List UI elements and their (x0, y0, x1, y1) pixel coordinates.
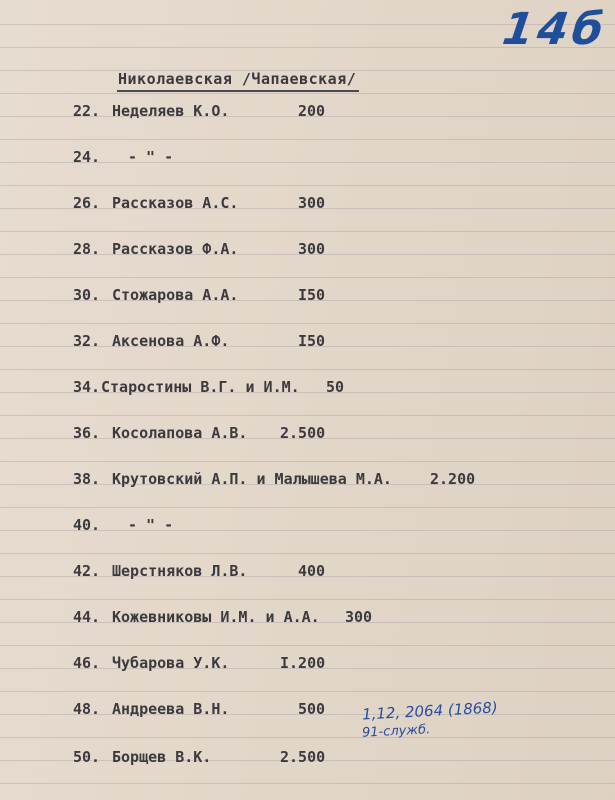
owner-name: Кожевниковы И.М. и А.А. (112, 608, 320, 626)
list-item (0, 700, 615, 722)
owner-name: Рассказов А.С. (112, 194, 239, 212)
list-item (0, 748, 615, 770)
owner-name: Борщев В.К. (112, 748, 212, 766)
owner-name: Чубарова У.К. (112, 654, 230, 672)
heading-underline (117, 90, 359, 92)
amount: 300 (298, 194, 326, 212)
owner-name: Неделяев К.О. (112, 102, 230, 120)
house-number: 46. (73, 654, 101, 672)
list-item (0, 148, 615, 170)
list-item (0, 470, 615, 492)
house-number: 26. (73, 194, 101, 212)
owner-name: Старостины В.Г. и И.М. (101, 378, 300, 396)
house-number: 22. (73, 102, 101, 120)
owner-name: Крутовский А.П. и Малышева М.А. (112, 470, 392, 488)
amount: I50 (298, 332, 326, 350)
house-number: 28. (73, 240, 101, 258)
street-heading: Николаевская /Чапаевская/ (118, 70, 357, 88)
house-number: 30. (73, 286, 101, 304)
amount: I50 (298, 286, 326, 304)
list-item (0, 562, 615, 584)
list-item (0, 424, 615, 446)
ditto-mark: - " - (128, 516, 174, 534)
ditto-mark: - " - (128, 148, 174, 166)
amount: 400 (298, 562, 326, 580)
owner-name: Шерстняков Л.В. (112, 562, 248, 580)
house-number: 44. (73, 608, 101, 626)
amount: 50 (326, 378, 345, 396)
house-number: 40. (73, 516, 101, 534)
amount: 2.500 (280, 748, 326, 766)
list-item (0, 240, 615, 262)
owner-name: Рассказов Ф.А. (112, 240, 239, 258)
list-item (0, 378, 615, 400)
house-number: 42. (73, 562, 101, 580)
amount: 2.200 (430, 470, 476, 488)
amount: 300 (298, 240, 326, 258)
owner-name: Андреева В.Н. (112, 700, 230, 718)
house-number: 50. (73, 748, 101, 766)
house-number: 38. (73, 470, 101, 488)
list-item (0, 516, 615, 538)
page-number: 14б (499, 4, 611, 55)
list-item (0, 608, 615, 630)
house-number: 24. (73, 148, 101, 166)
amount: 500 (298, 700, 326, 718)
list-item (0, 654, 615, 676)
owner-name: Аксенова А.Ф. (112, 332, 230, 350)
amount: 200 (298, 102, 326, 120)
amount: I.200 (280, 654, 326, 672)
house-number: 32. (73, 332, 101, 350)
handwritten-note-line2: 91-служб. (361, 722, 431, 741)
handwritten-note-line1: 1,12, 2064 (1868) (361, 698, 499, 724)
list-item (0, 194, 615, 216)
owner-name: Стожарова А.А. (112, 286, 239, 304)
list-item (0, 286, 615, 308)
amount: 2.500 (280, 424, 326, 442)
house-number: 48. (73, 700, 101, 718)
amount: 300 (345, 608, 373, 626)
list-item (0, 332, 615, 354)
list-item (0, 102, 615, 124)
house-number: 34. (73, 378, 101, 396)
house-number: 36. (73, 424, 101, 442)
owner-name: Косолапова А.В. (112, 424, 248, 442)
